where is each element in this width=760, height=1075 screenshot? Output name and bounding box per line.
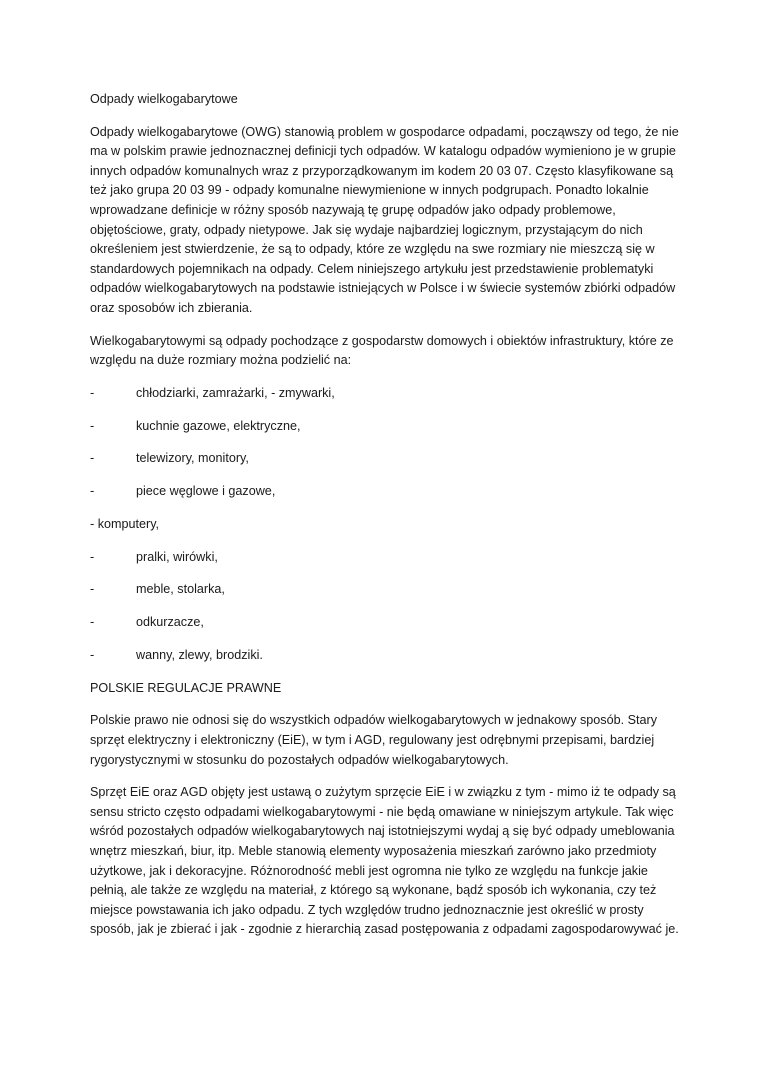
list-dash: - [90, 484, 95, 499]
list-dash: - [90, 385, 95, 400]
list-dash: - [90, 451, 95, 466]
list-item-text: wanny, zlewy, brodziki. [136, 647, 263, 662]
list-item-text: kuchnie gazowe, elektryczne, [136, 418, 301, 433]
list-item-text: chłodziarki, zamrażarki, - zmywarki, [136, 385, 335, 400]
list-item [90, 482, 682, 502]
list-item-text: piece węglowe i gazowe, [136, 484, 276, 499]
list-item [90, 449, 682, 469]
document-page [90, 90, 682, 953]
list-dash: - [90, 582, 95, 597]
section-heading: POLSKIE REGULACJE PRAWNE [90, 680, 282, 695]
list-dash: - [90, 418, 95, 433]
list-item [90, 384, 682, 404]
section-paragraph-1: Polskie prawo nie odnosi się do wszystkich odpadów wielkogabarytowych w jednakowy sposób. Stary sprzęt elektryczny i elektroniczny (EiE), w tym i AGD, regulowany jest odrębnymi przepisami, bardziej rygorystycznymi w stosunku do pozostałych odpadów wielkogabarytowych. [90, 713, 658, 767]
list-item [90, 613, 682, 633]
list-item-text: odkurzacze, [136, 615, 204, 630]
list-item-plain: - komputery, [90, 516, 160, 531]
list-item [90, 548, 682, 568]
list-item-text: pralki, wirówki, [136, 549, 218, 564]
list-item [90, 417, 682, 437]
list-item-text: meble, stolarka, [136, 582, 225, 597]
document-title: Odpady wielkogabarytowe [90, 92, 238, 106]
list-intro-paragraph: Wielkogabarytowymi są odpady pochodzące z gospodarstw domowych i obiektów infrastruktury, które ze względu na duże rozmiary można podzielić na: [90, 333, 674, 368]
list-dash: - [90, 647, 95, 662]
intro-paragraph: Odpady wielkogabarytowe (OWG) stanowią problem w gospodarce odpadami, począwszy od tego, że nie ma w polskim prawie jednoznacznej definicji tych odpadów. W katalogu odpadów wymieniono je w grupie innych odpadów komunalnych wraz z przyporządkowanym im kodem 20 03 07. Często klasyfikowane są też jako grupa 20 03 99 - odpady komunalne niewymienione w innych podgrupach. Ponadto lokalnie wprowadzane definicje w różny sposób nazywają tę grupę odpadów jako odpady problemowe, objętościowe, graty, odpady nietypowe. Jak się wydaje najbardziej logicznym, przystającym do nich określeniem jest stwierdzenie, że są to odpady, które ze względu na swe rozmiary nie mieszczą się w standardowych pojemnikach na odpady. Celem niniejszego artykułu jest przedstawienie problematyki odpadów wielkogabarytowych na podstawie istniejących w Polsce i w świecie systemów zbiórki odpadów oraz sposobów ich zbierania. [90, 124, 679, 315]
list-dash: - [90, 549, 95, 564]
section-paragraph-2: Sprzęt EiE oraz AGD objęty jest ustawą o zużytym sprzęcie EiE i w związku z tym - mimo iż te odpady są sensu stricto często odpadami wielkogabarytowymi - nie będą omawiane w niniejszym artykule. Tak więc wśród pozostałych odpadów wielkogabarytowych naj istotniejszymi wydaj ą się być odpady umeblowania wnętrz mieszkań, biur, itp. Meble stanowią elementy wyposażenia mieszkań zarówno jako przedmioty użytkowe, jak i dekoracyjne. Różnorodność mebli jest ogromna nie tylko ze względu na funkcje jakie pełnią, ale także ze względu na materiał, z którego są wykonane, bądź sposób ich wykonania, czy też miejsce powstawania ich jako odpadu. Z tych względów trudno jednoznacznie jest określić w prosty sposób, jak je zbierać i jak - zgodnie z hierarchią zasad postępowania z odpadami zagospodarowywać je. [90, 785, 679, 937]
list-item-text: telewizory, monitory, [136, 451, 249, 466]
list-item [90, 580, 682, 600]
list-item [90, 646, 682, 666]
list-dash: - [90, 615, 95, 630]
